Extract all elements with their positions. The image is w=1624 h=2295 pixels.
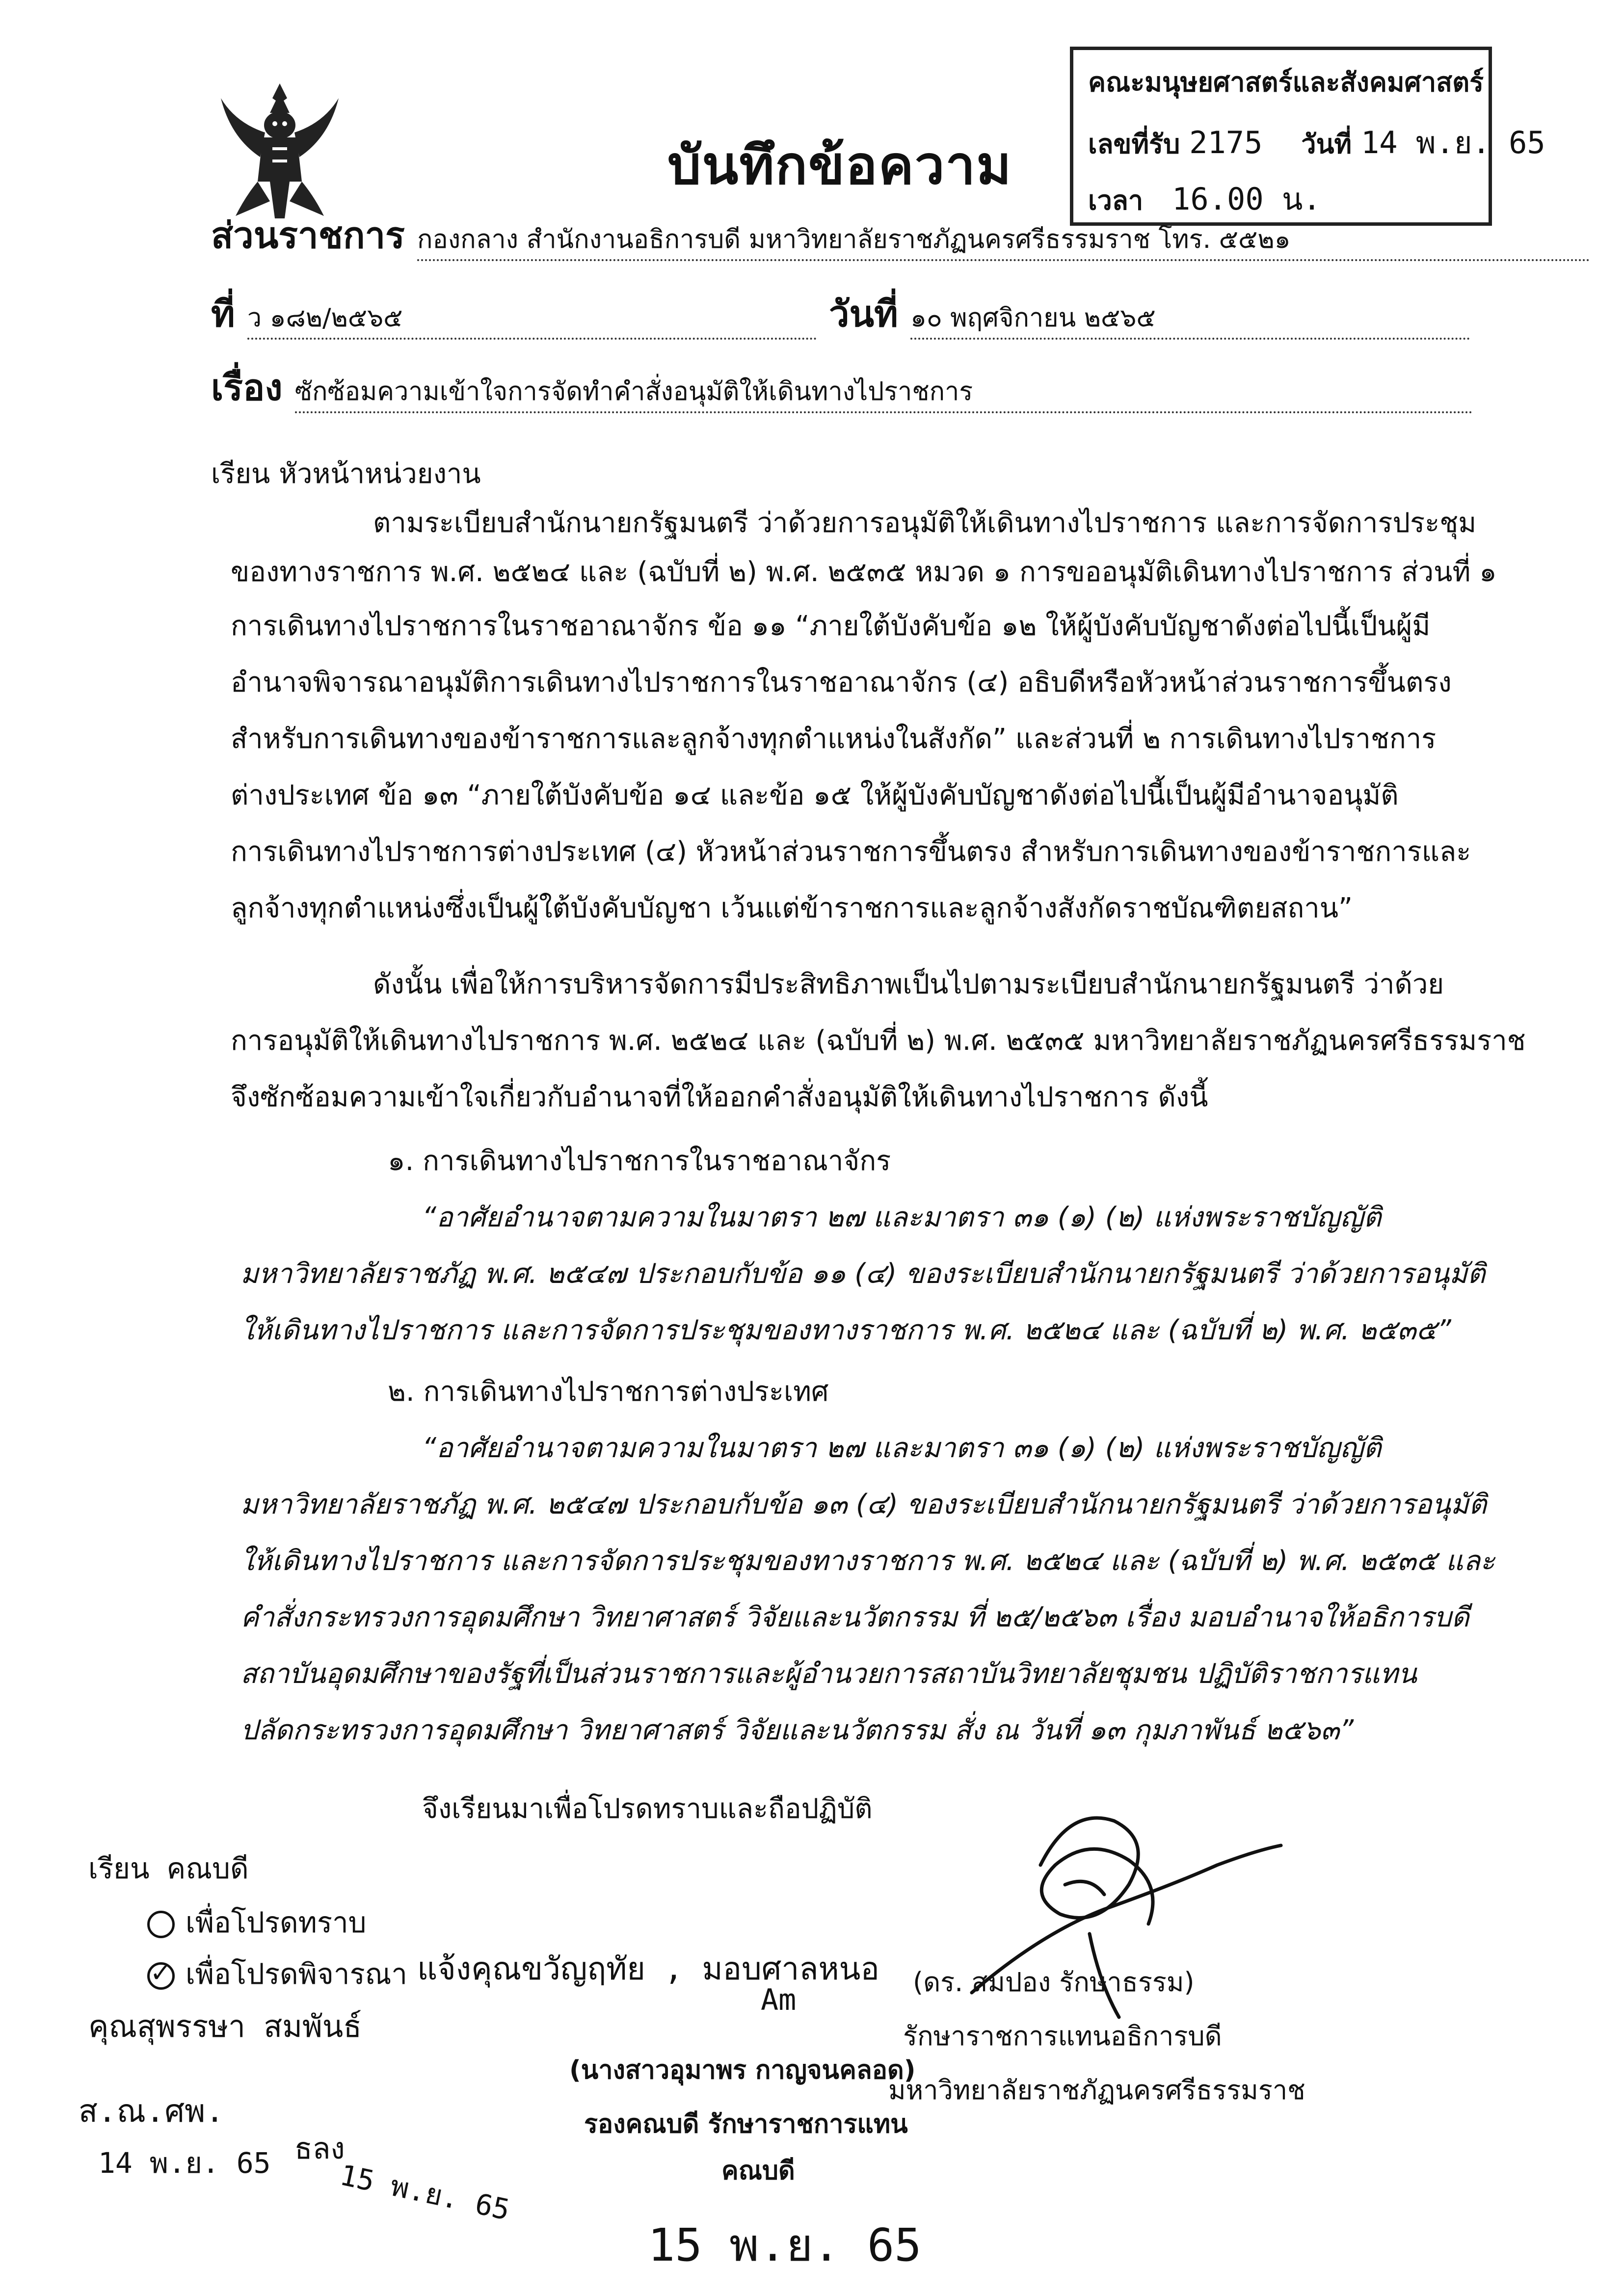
body-line: ของทางราชการ พ.ศ. ๒๕๒๔ และ (ฉบับที่ ๒) พ.ศ. ๒๕๓๕ หมวด ๑ การขออนุมัติเดินทางไปราชการ ส่วนที่ ๑ xyxy=(231,556,1497,588)
handwritten-note: ธลง xyxy=(294,2132,345,2166)
item-2-heading: ๒. การเดินทางไปราชการต่างประเทศ xyxy=(388,1376,829,1408)
body-line: ดังนั้น เพื่อให้การบริหารจัดการมีประสิทธิภาพเป็นไปตามระเบียบสำนักนายกรัฐมนตรี ว่าด้วย xyxy=(373,968,1444,1000)
item-2-quote-line: มหาวิทยาลัยราชภัฏ พ.ศ. ๒๕๔๗ ประกอบกับข้อ ๑๓ (๔) ของระเบียบสำนักนายกรัฐมนตรี ว่าด้วยการอนุมัติ xyxy=(240,1489,1487,1521)
item-2-quote-line: สถาบันอุดมศึกษาของรัฐที่เป็นส่วนราชการและผู้อำนวยการสถาบันวิทยาลัยชุมชน ปฏิบัติราชการแทน xyxy=(240,1658,1417,1690)
stamp-faculty: คณะมนุษยศาสตร์และสังคมศาสตร์ xyxy=(1088,67,1484,98)
signer-university: มหาวิทยาลัยราชภัฏนครศรีธรรมราช xyxy=(888,2075,1305,2106)
reference-label: ที่ xyxy=(211,293,235,335)
stamp-received-number: 2175 xyxy=(1189,125,1263,160)
reference-value: ว ๑๘๒/๒๕๖๕ xyxy=(247,297,817,340)
subject-value: ซักซ้อมความเข้าใจการจัดทำคำสั่งอนุมัติให้เดินทางไปราชการ xyxy=(295,371,1473,413)
subject-label: เรื่อง xyxy=(211,367,283,409)
item-2-quote-line: ปลัดกระทรวงการอุดมศึกษา วิทยาศาสตร์ วิจัยและนวัตกรรม สั่ง ณ วันที่ ๑๓ กุมภาพันธ์ ๒๕๖๓” xyxy=(240,1714,1354,1746)
radio-checked-icon: ✓ xyxy=(147,1962,175,1990)
agency-label: ส่วนราชการ xyxy=(211,214,405,257)
page-title: บันทึกข้อความ xyxy=(667,135,1012,196)
stamp-time: 16.00 น. xyxy=(1172,181,1321,217)
body-line: อำนาจพิจารณาอนุมัติการเดินทางไปราชการในราชอาณาจักร (๔) อธิบดีหรือหัวหน้าส่วนราชการขึ้นตรง xyxy=(231,667,1452,698)
garuda-emblem-icon xyxy=(216,79,344,221)
handwritten-date-left: 14 พ.ย. 65 xyxy=(98,2146,271,2180)
body-line: ลูกจ้างทุกตำแหน่งซึ่งเป็นผู้ใต้บังคับบัญชา เว้นแต่ข้าราชการและลูกจ้างสังกัดราชบัณฑิตยสถาน” xyxy=(231,892,1353,924)
item-2-quote-line: ให้เดินทางไปราชการ และการจัดการประชุมของทางราชการ พ.ศ. ๒๕๒๔ และ (ฉบับที่ ๒) พ.ศ. ๒๕๓๕ และ xyxy=(240,1545,1495,1577)
annotation-option-2: ✓ เพื่อโปรดพิจารณา xyxy=(147,1951,407,1997)
item-1-quote-line: ให้เดินทางไปราชการ และการจัดการประชุมของทางราชการ พ.ศ. ๒๕๒๔ และ (ฉบับที่ ๒) พ.ศ. ๒๕๓๕” xyxy=(240,1314,1451,1346)
handwritten-date-mid: 15 พ.ย. 65 xyxy=(337,2158,513,2227)
date-value: ๑๐ พฤศจิกายน ๒๕๖๕ xyxy=(910,297,1470,340)
body-line: ตามระเบียบสำนักนายกรัฐมนตรี ว่าด้วยการอนุมัติให้เดินทางไปราชการ และการจัดการประชุม xyxy=(373,507,1477,539)
handwritten-initials: ส.ณ.ศพ. xyxy=(79,2093,224,2130)
body-line: ต่างประเทศ ข้อ ๑๓ “ภายใต้บังคับข้อ ๑๔ และข้อ ๑๕ ให้ผู้บังคับบัญชาดังต่อไปนี้เป็นผู้มีอำนาจอนุมัติ xyxy=(231,779,1399,811)
item-1-quote-line: มหาวิทยาลัยราชภัฏ พ.ศ. ๒๕๔๗ ประกอบกับข้อ ๑๑ (๔) ของระเบียบสำนักนายกรัฐมนตรี ว่าด้วยการอนุมัติ xyxy=(240,1258,1486,1290)
stamp-received-label: เลขที่รับ xyxy=(1088,129,1180,160)
item-2-quote-line: “อาศัยอำนาจตามความในมาตรา ๒๗ และมาตรา ๓๑ (๑) (๒) แห่งพระราชบัญญัติ xyxy=(422,1432,1382,1464)
body-line: การเดินทางไปราชการต่างประเทศ (๔) หัวหน้าส่วนราชการขึ้นตรง สำหรับการเดินทางของข้าราชการและ xyxy=(231,836,1471,868)
body-line: สำหรับการเดินทางของข้าราชการและลูกจ้างทุกตำแหน่งในสังกัด” และส่วนที่ ๒ การเดินทางไปราชการ xyxy=(231,723,1437,755)
item-2-quote-line: คำสั่งกระทรวงการอุดมศึกษา วิทยาศาสตร์ วิจัยและนวัตกรรม ที่ ๒๕/๒๕๖๓ เรื่อง มอบอำนาจให้อธิการบดี xyxy=(240,1601,1469,1633)
item-1-heading: ๑. การเดินทางไปราชการในราชอาณาจักร xyxy=(388,1145,891,1177)
stamp-date: 14 พ.ย. 65 xyxy=(1360,125,1545,160)
stamp-date-label: วันที่ xyxy=(1301,129,1352,160)
stamp-received-row xyxy=(1088,119,1545,167)
annotation-option-1: เพื่อโปรดทราบ xyxy=(147,1899,366,1945)
handwritten-instruction: แจ้งคุณขวัญฤทัย , มอบศาลหนอ xyxy=(417,1951,879,1987)
radio-unchecked-icon xyxy=(147,1911,175,1938)
agency-value: กองกลาง สำนักงานอธิการบดี มหาวิทยาลัยราชภัฏนครศรีธรรมราช โทร. ๕๕๒๑ xyxy=(417,218,1590,261)
signer-name: (ดร. สมปอง รักษาธรรม) xyxy=(913,1967,1195,1998)
handwritten-name: คุณสุพรรษา สมพันธ์ xyxy=(88,2008,362,2044)
handwritten-date-bottom: 15 พ.ย. 65 xyxy=(648,2219,922,2271)
deputy-position: รองคณบดี รักษาราชการแทน xyxy=(584,2109,908,2139)
closing-line: จึงเรียนมาเพื่อโปรดทราบและถือปฏิบัติ xyxy=(422,1793,873,1825)
body-line: การอนุมัติให้เดินทางไปราชการ พ.ศ. ๒๕๒๔ และ (ฉบับที่ ๒) พ.ศ. ๒๕๓๕ มหาวิทยาลัยราชภัฏนครศรีธรรมราช xyxy=(231,1025,1526,1057)
agency-row xyxy=(211,206,1590,264)
deputy-name: (นางสาวอุมาพร กาญจนคลอด) xyxy=(569,2055,916,2085)
receiving-stamp xyxy=(1070,47,1545,226)
deputy-position-dean: คณบดี xyxy=(721,2156,795,2186)
signer-position: รักษาราชการแทนอธิการบดี xyxy=(903,2021,1222,2052)
handwritten-initial: Am xyxy=(761,1983,797,2017)
subject-row xyxy=(211,358,1473,416)
stamp-time-label: เวลา xyxy=(1088,185,1144,216)
annotation-to: เรียน คณบดี xyxy=(88,1852,249,1885)
salutation: เรียน หัวหน้าหน่วยงาน xyxy=(211,458,481,490)
reference-row xyxy=(211,285,1470,343)
date-label: วันที่ xyxy=(828,293,898,335)
body-line: การเดินทางไปราชการในราชอาณาจักร ข้อ ๑๑ “ภายใต้บังคับข้อ ๑๒ ให้ผู้บังคับบัญชาดังต่อไปนี้เป็นผู้มี xyxy=(231,610,1431,642)
item-1-quote-line: “อาศัยอำนาจตามความในมาตรา ๒๗ และมาตรา ๓๑ (๑) (๒) แห่งพระราชบัญญัติ xyxy=(422,1201,1382,1233)
body-line: จึงซักซ้อมความเข้าใจเกี่ยวกับอำนาจที่ให้ออกคำสั่งอนุมัติให้เดินทางไปราชการ ดังนี้ xyxy=(231,1081,1208,1113)
